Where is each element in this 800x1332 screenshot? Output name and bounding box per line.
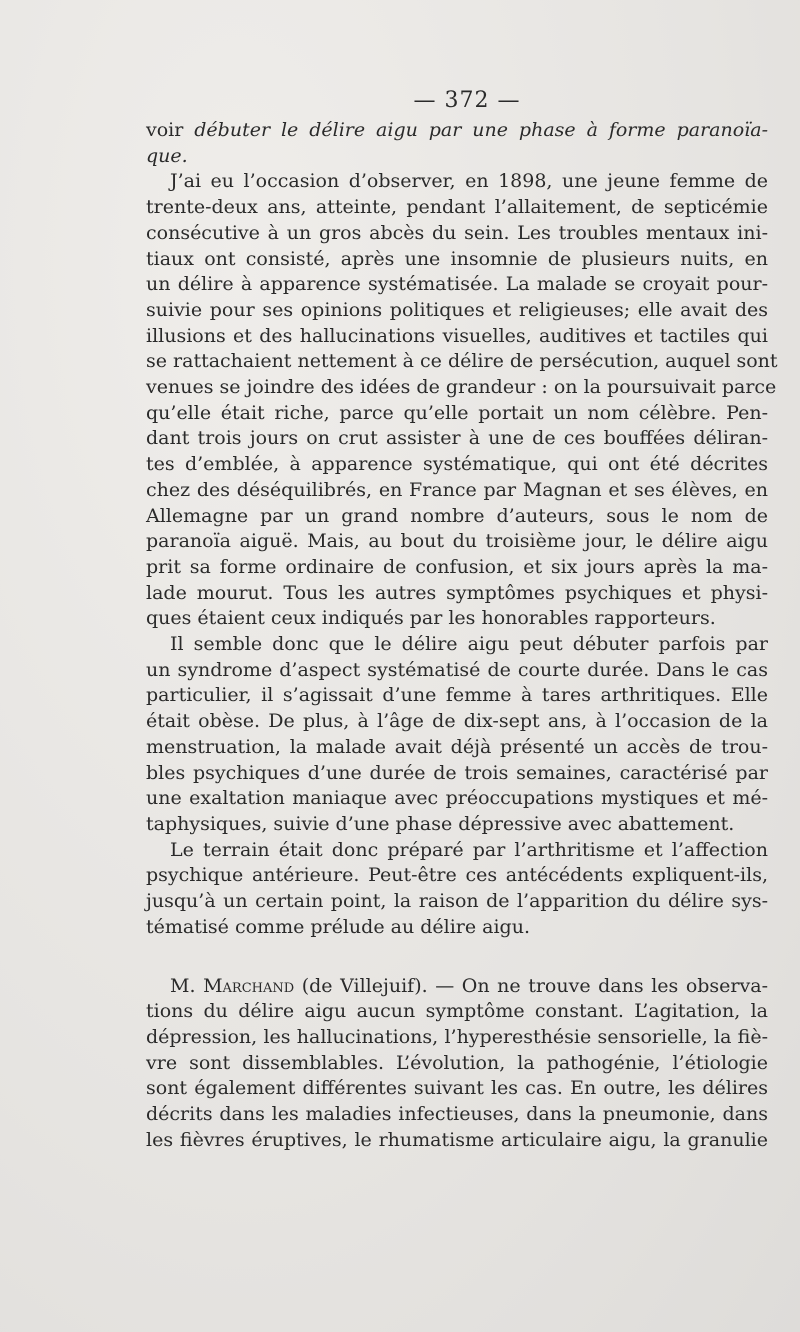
italic-text: débuter le délire aigu par une phase à forme paranoïa- — [194, 119, 768, 141]
text-line: bles psychiques d’une durée de trois semaines, caractérisé par — [146, 761, 768, 784]
page-number: — 372 — — [413, 88, 521, 113]
text-line: prit sa forme ordinaire de confusion, et six jours après la ma- — [146, 555, 768, 578]
book-page — [146, 84, 778, 1153]
text-line — [146, 144, 768, 170]
text-line: Il semble donc que le délire aigu peut débuter parfois par — [170, 633, 768, 656]
text-line: Allemagne par un grand nombre d’auteurs, sous le nom de — [146, 504, 768, 527]
text-span: (de Villejuif). — On ne trouve dans les observa- — [294, 974, 768, 997]
paragraph-gap — [146, 941, 768, 974]
text-line: qu’elle était riche, parce qu’elle portait un nom célèbre. Pen- — [146, 401, 768, 424]
text-line: était obèse. De plus, à l’âge de dix-sept ans, à l’occasion de la — [146, 710, 768, 733]
text-line: tes d’emblée, à apparence systématique, qui ont été décrites — [146, 453, 768, 476]
text-line: jusqu’à un certain point, la raison de l’apparition du délire sys- — [146, 890, 768, 913]
text-line — [146, 118, 768, 144]
speaker-name: Marchand — [203, 974, 295, 997]
text-line: décrits dans les maladies infectieuses, dans la pneumonie, dans — [146, 1103, 768, 1126]
text-line: tiaux ont consisté, après une insomnie de plusieurs nuits, en — [146, 247, 768, 270]
text-line: les fièvres éruptives, le rhumatisme articulaire aigu, la granulie — [146, 1128, 768, 1151]
text-span: voir — [146, 119, 195, 141]
paragraph-2 — [146, 169, 778, 632]
text-line: se rattachaient nettement à ce délire de persécution, auquel sont — [146, 350, 778, 373]
text-line: dépression, les hallucinations, l’hyperesthésie sensorielle, la fiè- — [146, 1025, 768, 1048]
text-line: psychique antérieure. Peut-être ces antécédents expliquent-ils, — [146, 864, 768, 887]
text-line: illusions et des hallucinations visuelles, auditives et tactiles qui — [146, 324, 768, 347]
text-line: trente-deux ans, atteinte, pendant l’allaitement, de septicémie — [146, 196, 768, 219]
text-line: Le terrain était donc préparé par l’arthritisme et l’affection — [170, 838, 768, 861]
paragraph-1 — [146, 118, 768, 169]
text-line: chez des déséquilibrés, en France par Magnan et ses élèves, en — [146, 478, 768, 501]
text-line: dant trois jours on crut assister à une de ces bouffées déliran- — [146, 427, 768, 450]
text-line: ques étaient ceux indiqués par les honorables rapporteurs. — [146, 607, 716, 630]
text-line: paranoïa aiguë. Mais, au bout du troisième jour, le délire aigu — [146, 530, 768, 553]
text-line: une exaltation maniaque avec préoccupations mystiques et mé- — [146, 787, 768, 810]
text-line: consécutive à un gros abcès du sein. Les troubles mentaux ini- — [146, 221, 768, 244]
text-line: un délire à apparence systématisée. La malade se croyait pour- — [146, 273, 768, 296]
text-line: J’ai eu l’occasion d’observer, en 1898, une jeune femme de — [170, 170, 768, 193]
text-line: lade mourut. Tous les autres symptômes psychiques et physi- — [146, 581, 768, 604]
paragraph-4 — [146, 838, 768, 941]
text-line: tématisé comme prélude au délire aigu. — [146, 915, 530, 938]
text-line: venues se joindre des idées de grandeur : on la poursuivait parce — [146, 376, 777, 399]
italic-text: que. — [146, 144, 188, 167]
text-line: vre sont dissemblables. L’évolution, la pathogénie, l’étiologie — [146, 1051, 768, 1074]
text-line: menstruation, la malade avait déjà présenté un accès de trou- — [146, 735, 768, 758]
text-line: suivie pour ses opinions politiques et religieuses; elle avait des — [146, 298, 768, 321]
paragraph-3 — [146, 632, 768, 838]
speaker-prefix: M. — [170, 974, 204, 997]
text-line: particulier, il s’agissait d’une femme à tares arthritiques. Elle — [146, 684, 768, 707]
paragraph-5 — [146, 974, 768, 1154]
text-line: taphysiques, suivie d’une phase dépressive avec abattement. — [146, 812, 735, 835]
text-line — [146, 974, 768, 1000]
text-line: sont également différentes suivant les cas. En outre, les délires — [146, 1077, 768, 1100]
text-line: tions du délire aigu aucun symptôme constant. L’agitation, la — [146, 1000, 768, 1023]
text-line: un syndrome d’aspect systématisé de courte durée. Dans le cas — [146, 658, 768, 681]
